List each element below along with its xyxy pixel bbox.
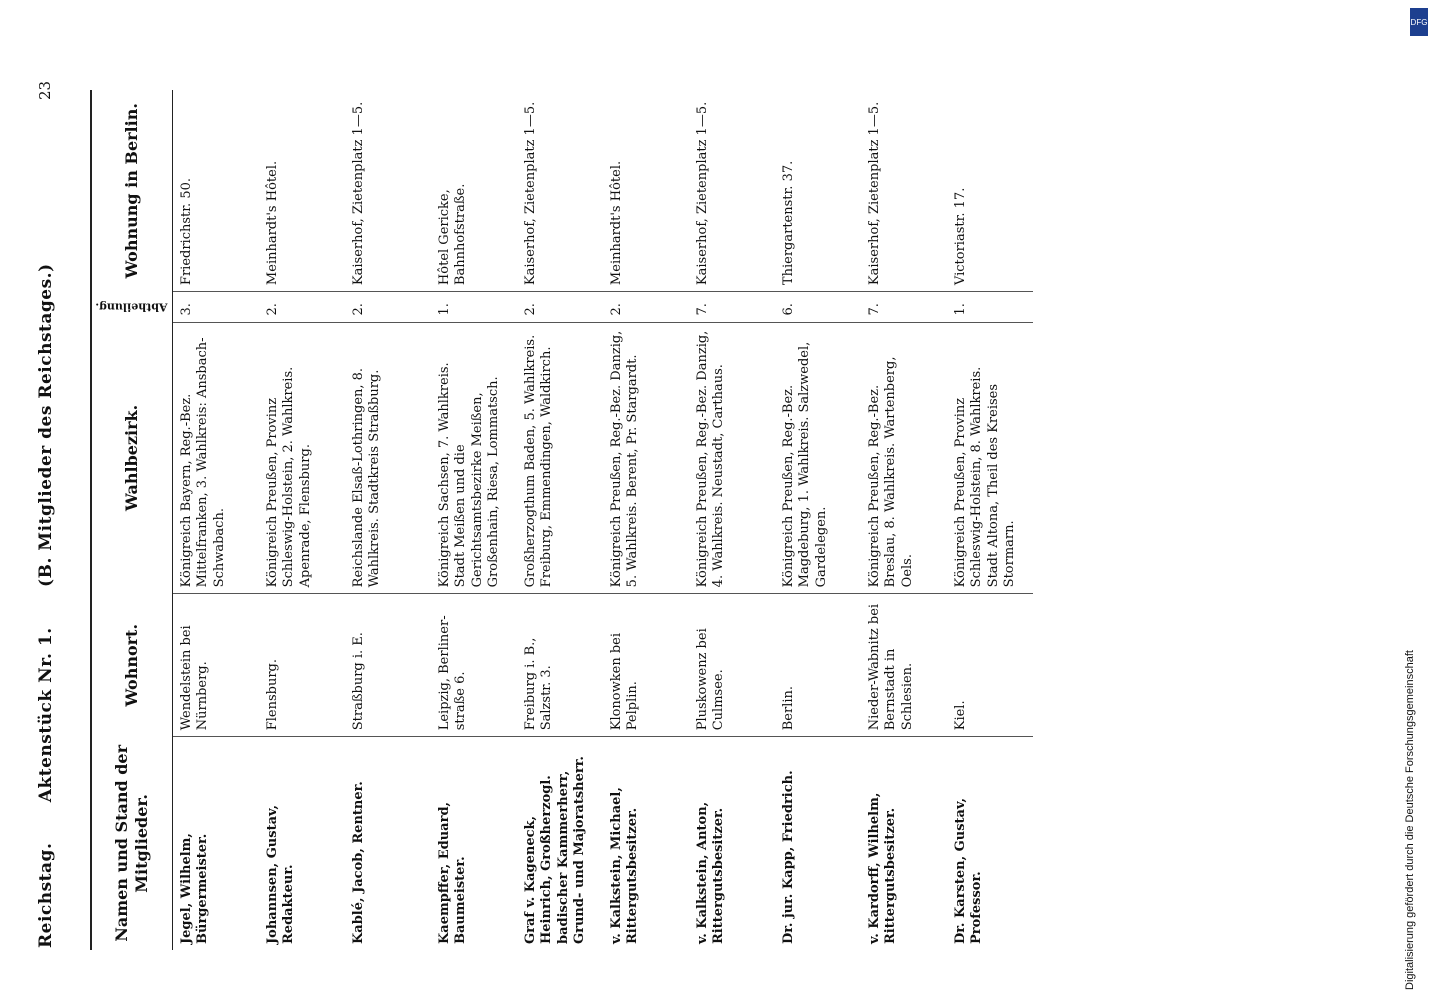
col-abtheilung: Abtheilung. — [91, 292, 173, 322]
header-left: Reichstag. — [36, 842, 56, 948]
member-wahlbezirk: Königreich Bayern, Reg.-Bez. Mittelfranken, 3. Wahlkreis: Ansbach-Schwabach. — [173, 322, 260, 594]
member-abtheilung: 2. — [603, 292, 689, 322]
member-abtheilung: 7. — [689, 292, 775, 322]
member-name: Jegel, Wilhelm, Bürgermeister. — [179, 833, 211, 944]
table-row — [947, 90, 1033, 950]
member-abtheilung: 2. — [345, 292, 431, 322]
header-right: (B. Mitglieder des Reichstages.) — [36, 263, 56, 587]
table-row — [603, 90, 689, 950]
running-head — [36, 88, 64, 948]
funding-note — [1404, 10, 1428, 990]
dfg-logo: DFG — [1410, 8, 1428, 36]
member-wahlbezirk: Königreich Preußen, Reg.-Bez. Magdeburg, 1. Wahlkreis. Salzwedel, Gardelegen. — [775, 322, 861, 594]
col-names: Namen und Stand der Mitglieder. — [91, 737, 173, 950]
member-wahlbezirk: Königreich Preußen, Reg.-Bez. Breslau, 8. Wahlkreis. Wartenberg, Oels. — [861, 322, 947, 594]
table-row — [775, 90, 861, 950]
member-abtheilung: 6. — [775, 292, 861, 322]
member-abtheilung: 7. — [861, 292, 947, 322]
member-wohnung: Kaiserhof, Zietenplatz 1—5. — [345, 90, 431, 292]
member-name: Graf v. Kageneck, Heinrich, Großherzogl. badischer Kammerherr, Grund- und Majoratsherr. — [523, 756, 587, 944]
member-wohnort: Straßburg i. E. — [345, 594, 431, 737]
member-abtheilung: 3. — [173, 292, 260, 322]
rotated-content — [30, 60, 1350, 960]
member-name: v. Kardorff, Wilhelm, Rittergutsbesitzer. — [867, 792, 899, 944]
member-wahlbezirk: Königreich Preußen, Reg.-Bez. Danzig, 5. Wahlkreis. Berent, Pr. Stargardt. — [603, 322, 689, 594]
member-wohnort: Nieder-Wabnitz bei Bernstadt in Schlesien. — [861, 594, 947, 737]
member-wohnung: Kaiserhof, Zietenplatz 1—5. — [517, 90, 603, 292]
member-wahlbezirk: Königreich Preußen, Provinz Schleswig-Holstein, 2. Wahlkreis. Apenrade, Flensburg. — [259, 322, 345, 594]
col-wohnung: Wohnung in Berlin. — [91, 90, 173, 292]
table-row — [517, 90, 603, 950]
member-wohnung: Kaiserhof, Zietenplatz 1—5. — [689, 90, 775, 292]
member-wohnung: Hôtel Gericke, Bahnhofstraße. — [431, 90, 517, 292]
member-name: Kablé, Jacob, Rentner. — [351, 781, 366, 944]
member-wohnung: Meinhardt's Hôtel. — [603, 90, 689, 292]
page-number: 23 — [36, 80, 54, 100]
table-row — [173, 90, 260, 950]
member-wohnort: Kiel. — [947, 594, 1033, 737]
member-wohnort: Leipzig, Berliner-straße 6. — [431, 594, 517, 737]
funding-note-text: Digitalisierung gefördert durch die Deutsche Forschungsgemeinschaft — [1404, 650, 1416, 990]
member-wohnung: Kaiserhof, Zietenplatz 1—5. — [861, 90, 947, 292]
member-wohnort: Pluskowenz bei Culmsee. — [689, 594, 775, 737]
table-row — [259, 90, 345, 950]
member-wahlbezirk: Königreich Sachsen, 7. Wahlkreis. Stadt Meißen und die Gerichtsamtsbezirke Meißen, Großenhain, Riesa, Lommatsch. — [431, 322, 517, 594]
member-abtheilung: 2. — [517, 292, 603, 322]
member-wohnort: Wendelstein bei Nürnberg. — [173, 594, 260, 737]
member-wahlbezirk: Reichslande Elsaß-Lothringen, 8. Wahlkreis. Stadtkreis Straßburg. — [345, 322, 431, 594]
member-wohnung: Meinhardt's Hôtel. — [259, 90, 345, 292]
member-abtheilung: 1. — [431, 292, 517, 322]
table-row — [431, 90, 517, 950]
member-wohnort: Flensburg. — [259, 594, 345, 737]
member-abtheilung: 2. — [259, 292, 345, 322]
member-wahlbezirk: Königreich Preußen, Reg.-Bez. Danzig, 4. Wahlkreis. Neustadt, Carthaus. — [689, 322, 775, 594]
member-abtheilung: 1. — [947, 292, 1033, 322]
header-mid: Aktenstück Nr. 1. — [36, 627, 56, 803]
table-row — [345, 90, 431, 950]
member-wohnort: Berlin. — [775, 594, 861, 737]
table-row — [689, 90, 775, 950]
member-wohnort: Klonowken bei Pelplin. — [603, 594, 689, 737]
member-name: Dr. jur. Kapp, Friedrich. — [781, 770, 796, 944]
col-wahlbezirk: Wahlbezirk. — [91, 322, 173, 594]
table-row — [861, 90, 947, 950]
member-wahlbezirk: Königreich Preußen, Provinz Schleswig-Holstein, 8. Wahlkreis. Stadt Altona, Theil des Kreises Stormarn. — [947, 322, 1033, 594]
member-wohnung: Victoriastr. 17. — [947, 90, 1033, 292]
member-name: Kaempffer, Eduard, Baumeister. — [437, 801, 469, 944]
member-name: Johannsen, Gustav, Redakteur. — [265, 804, 297, 944]
member-wohnort: Freiburg i. B., Salzstr. 3. — [517, 594, 603, 737]
members-table — [90, 90, 1033, 950]
member-wohnung: Thiergartenstr. 37. — [775, 90, 861, 292]
member-name: v. Kalkstein, Anton, Rittergutsbesitzer. — [695, 801, 727, 944]
col-wohnort: Wohnort. — [91, 594, 173, 737]
member-wahlbezirk: Großherzogthum Baden, 5. Wahlkreis. Freiburg, Emmendingen, Waldkirch. — [517, 322, 603, 594]
member-name: Dr. Karsten, Gustav, Professor. — [953, 798, 985, 944]
table-header-row — [91, 90, 173, 950]
member-wohnung: Friedrichstr. 50. — [173, 90, 260, 292]
member-name: v. Kalkstein, Michael, Rittergutsbesitzer. — [609, 787, 641, 944]
